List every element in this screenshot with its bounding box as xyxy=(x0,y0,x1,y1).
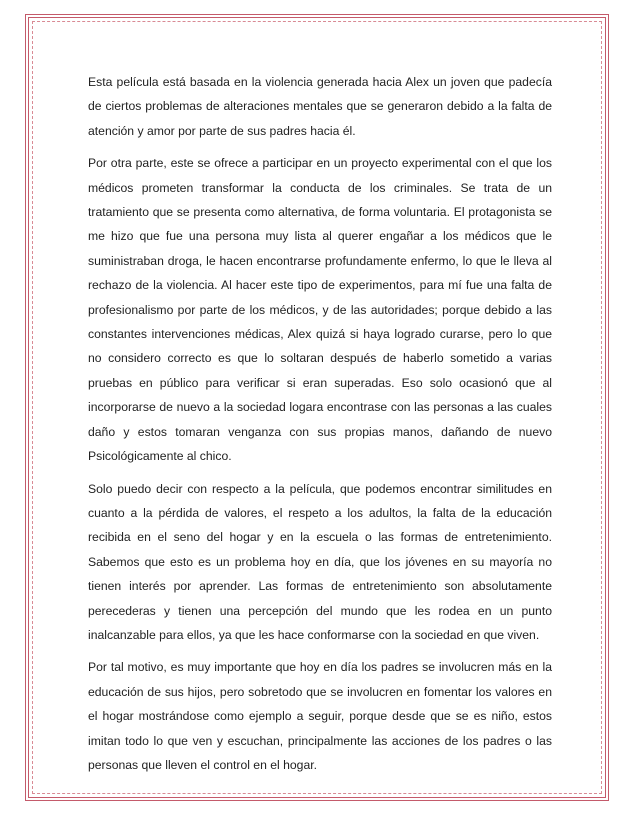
document-body xyxy=(88,70,552,785)
paragraph-2: Por otra parte, este se ofrece a participar en un proyecto experimental con el que los médicos prometen transformar la conducta de los criminales. Se trata de un tratamiento que se presenta como alternativa, de forma voluntaria. El protagonista se me hizo que fue una persona muy lista al querer engañar a los médicos que le suministraban droga, le hacen encontrarse profundamente enfermo, lo que le lleva al rechazo de la violencia. Al hacer este tipo de experimentos, para mí fue una falta de profesionalismo por parte de los médicos, y de las autoridades; porque debido a las constantes intervenciones médicas, Alex quizá si haya logrado curarse, pero lo que no considero correcto es que lo soltaran después de haberlo sometido a varias pruebas en público para verificar si eran superadas. Eso solo ocasionó que al incorporarse de nuevo a la sociedad logara encontrase con las personas a las cuales daño y estos tomaran venganza con sus propias manos, dañando de nuevo Psicológicamente al chico. xyxy=(88,156,552,464)
paragraph-4: Por tal motivo, es muy importante que hoy en día los padres se involucren más en la educación de sus hijos, pero sobretodo que se involucren en fomentar los valores en el hogar mostrándose como ejemplo a seguir, porque desde que se es niño, estos imitan todo lo que ven y escuchan, principalmente las acciones de los padres o las personas que lleven el control en el hogar. xyxy=(88,660,552,772)
paragraph-3: Solo puedo decir con respecto a la película, que podemos encontrar similitudes en cuanto a la pérdida de valores, el respeto a los adultos, la falta de la educación recibida en el seno del hogar y en la escuela o las formas de entretenimiento. Sabemos que esto es un problema hoy en día, que los jóvenes en su mayoría no tienen interés por aprender. Las formas de entretenimiento son absolutamente perecederas y tienen una percepción del mundo que les rodea en un punto inalcanzable para ellos, ya que les hace conformarse con la sociedad en que viven. xyxy=(88,481,552,642)
paragraph-1: Esta película está basada en la violencia generada hacia Alex un joven que padecía de ciertos problemas de alteraciones mentales que se generaron debido a la falta de atención y amor por parte de sus padres hacia él. xyxy=(88,75,552,138)
